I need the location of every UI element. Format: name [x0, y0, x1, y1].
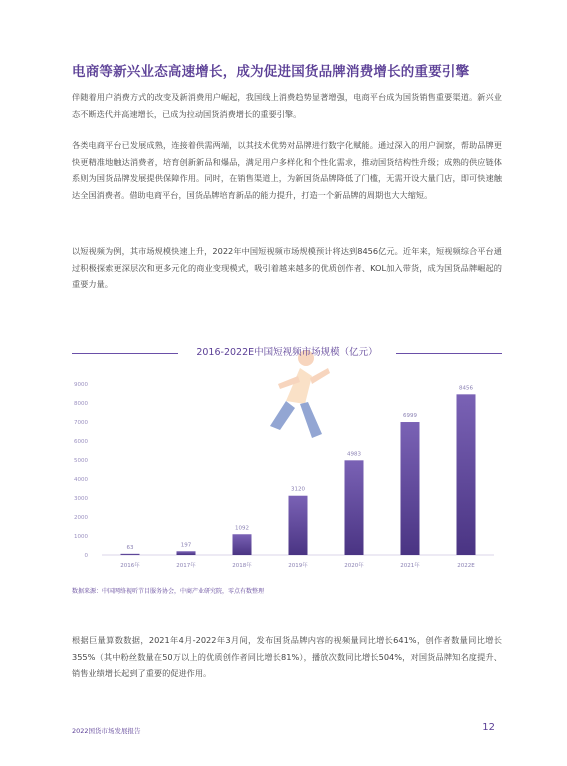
x-tick-label: 2016年 — [120, 563, 140, 569]
y-tick-label: 0 — [84, 553, 88, 559]
x-tick-label: 2022E — [457, 563, 475, 569]
bar-2021年 — [401, 422, 420, 555]
data-label: 4983 — [347, 451, 361, 458]
paragraph-2: 各类电商平台已发展成熟，连接着供需两端，以其技术优势对品牌进行数字化赋能。通过深入的用户洞察，帮助品牌更快更精准地触达消费者，培育创新新品和爆品，满足用户多样化和个性化需求，推动国货结构性升级；成熟的供应链体系则为国货品牌发展提供保障作用。同时，在销售渠道上，为新国货品牌降低了门槛，无需开设大量门店，即可快速触达全国消费者。借助电商平台，国货品牌培育新品的能力提升，打造一个新品牌的周期也大大缩短。 — [72, 140, 502, 200]
y-tick-label: 5000 — [74, 458, 88, 464]
bar-2017年 — [177, 551, 196, 555]
bar-2019年 — [289, 496, 308, 555]
y-tick-label: 8000 — [74, 401, 88, 407]
x-tick-label: 2018年 — [232, 563, 252, 569]
data-label: 3120 — [291, 486, 305, 493]
page-title: 电商等新兴业态高速增长，成为促进国货品牌消费增长的重要引擎 — [72, 64, 470, 80]
paragraph-3: 以短视频为例，其市场规模快速上升，2022年中国短视频市场规模预计将达到8456亿元。近年来，短视频综合平台通过积极探索更深层次和更多元化的商业变现模式，吸引着越来越多的优质创作者、KOL加入带货，成为国货品牌崛起的重要力量。 — [72, 246, 502, 289]
x-tick-label: 2020年 — [344, 563, 364, 569]
bar-2018年 — [233, 534, 252, 555]
data-label: 63 — [126, 544, 134, 551]
data-label: 8456 — [459, 385, 473, 392]
paragraph-4: 根据巨量算数数据，2021年4月-2022年3月间，发布国货品牌内容的视频量同比增长641%，创作者数量同比增长355%（其中粉丝数量在50万以上的优质创作者同比增长81%），播放次数同比增长504%，对国货品牌知名度提升、销售业绩增长起到了重要的促进作用。 — [72, 635, 502, 678]
y-tick-label: 9000 — [74, 382, 88, 388]
x-tick-label: 2021年 — [400, 563, 420, 569]
footer-report-name: 2022国货市场发展报告 — [72, 727, 141, 735]
y-tick-label: 3000 — [74, 496, 88, 502]
chart-title: 2016-2022E中国短视频市场规模（亿元） — [196, 347, 378, 358]
data-label: 6999 — [403, 413, 417, 420]
bar-chart — [62, 372, 502, 582]
data-label: 1092 — [235, 525, 249, 532]
y-tick-label: 4000 — [74, 477, 88, 483]
chart-header — [72, 345, 502, 361]
bar-2016年 — [121, 554, 140, 555]
x-tick-label: 2019年 — [288, 563, 308, 569]
y-tick-label: 7000 — [74, 420, 88, 426]
x-tick-label: 2017年 — [176, 563, 196, 569]
paragraph-1: 伴随着用户消费方式的改变及新消费用户崛起，我国线上消费趋势显著增强，电商平台成为国货销售重要渠道。新兴业态不断迭代并高速增长，已成为拉动国货消费增长的重要引擎。 — [72, 92, 502, 119]
page-number: 12 — [482, 722, 495, 733]
data-label: 197 — [180, 542, 192, 549]
bar-2022E — [457, 394, 476, 555]
y-tick-label: 6000 — [74, 439, 88, 445]
y-tick-label: 2000 — [74, 515, 88, 521]
y-tick-label: 1000 — [74, 534, 88, 540]
chart-source: 数据来源：中国网络视听节目服务协会，中商产业研究院，零点有数整理 — [72, 588, 265, 595]
bar-2020年 — [345, 460, 364, 555]
